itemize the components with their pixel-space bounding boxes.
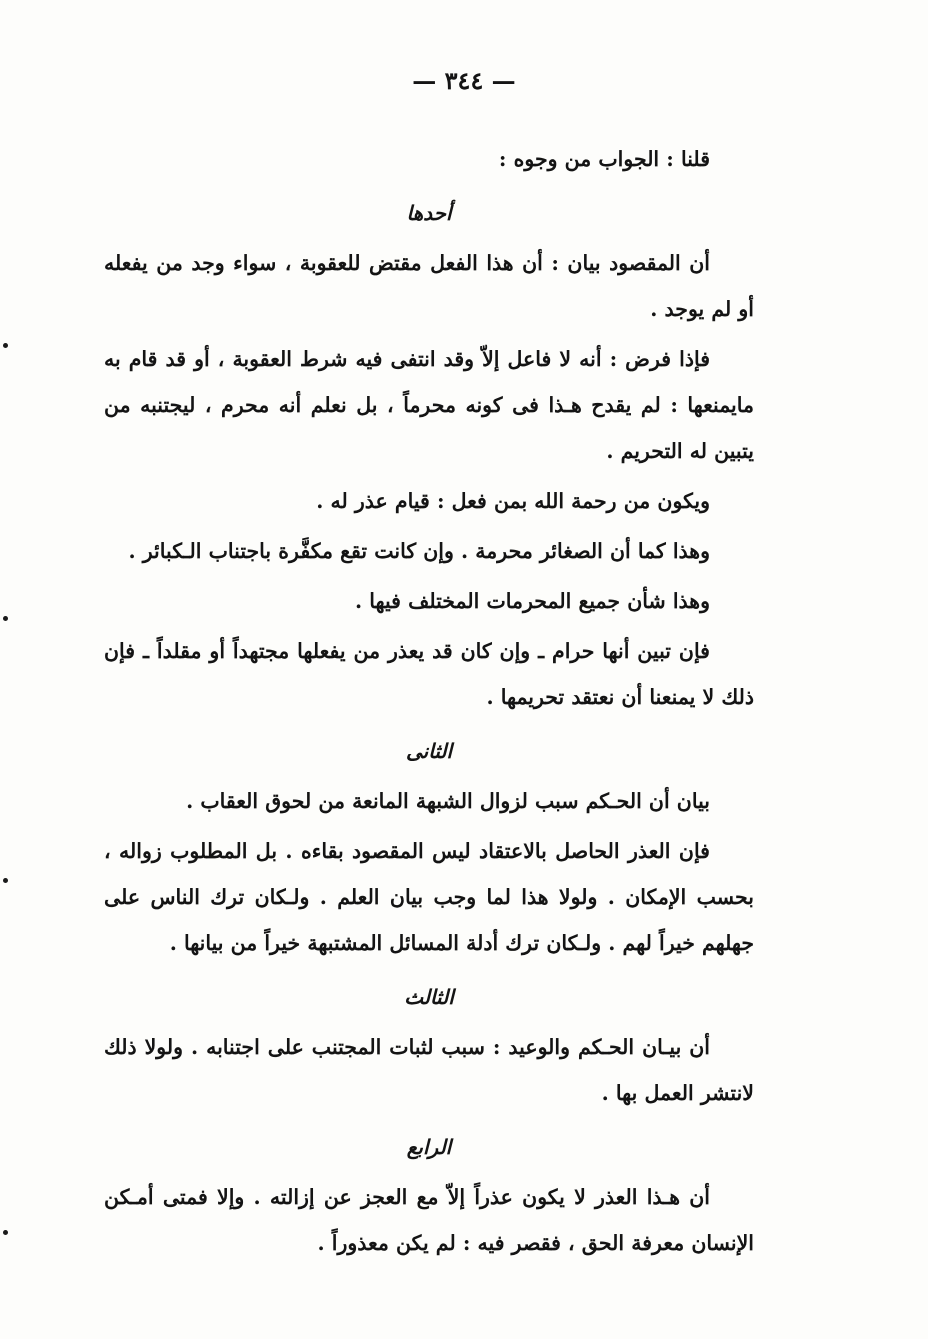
section-heading: الثانى xyxy=(405,739,452,763)
paragraph: أن هـذا العذر لا يكون عذراً إلاّ مع العجز عن إزالته . وإلا فمتى أمـكن الإنسان معرفة الحق ، فقصر فيه : لم يكن معذوراً . xyxy=(104,1185,754,1255)
paragraph: بيان أن الحـكم سبب لزوال الشبهة المانعة من لحوق العقاب . xyxy=(186,789,710,813)
scan-speck xyxy=(3,878,8,883)
section-heading: الرابع xyxy=(406,1135,452,1159)
paragraph: وهذا شأن جميع المحرمات المختلف فيها . xyxy=(355,589,710,613)
section-heading: الثالث xyxy=(404,985,454,1009)
section-heading: أحدها xyxy=(406,201,452,225)
paragraph: أن المقصود بيان : أن هذا الفعل مقتض للعقوبة ، سواء وجد من يفعله أو لم يوجد . xyxy=(104,251,754,321)
scan-speck xyxy=(3,1230,8,1235)
paragraph: أن بيـان الحـكم والوعيد : سبب لثبات المجتنب على اجتنابه . ولولا ذلك لانتشر العمل بها . xyxy=(104,1035,754,1105)
scan-speck xyxy=(3,343,8,348)
scan-speck xyxy=(3,616,8,621)
paragraph: فإذا فرض : أنه لا فاعل إلاّ وقد انتفى فيه شرط العقوبة ، أو قد قام به مايمنعها : لم يقدح هـذا فى كونه محرماً ، بل نعلم أنه محرم ، ليجتنبه من يتبين له التحريم . xyxy=(104,347,754,463)
paragraph: فإن العذر الحاصل بالاعتقاد ليس المقصود بقاءه . بل المطلوب زواله ، بحسب الإمكان . ولولا هذا لما وجب بيان العلم . ولـكان ترك الناس على جهلهم خيراً لهم . ولـكان ترك أدلة المسائل المشتبهة خيراً من بيانها . xyxy=(104,839,754,955)
body-text xyxy=(104,136,754,1270)
paragraph: وهذا كما أن الصغائر محرمة . وإن كانت تقع مكفَّرة باجتناب الـكبائر . xyxy=(128,539,710,563)
paragraph: ويكون من رحمة الله بمن فعل : قيام عذر له . xyxy=(316,489,710,513)
page-number: — ٣٤٤ — xyxy=(412,66,516,95)
paragraph: فإن تبين أنها حرام ـ وإن كان قد يعذر من يفعلها مجتهداً أو مقلداً ـ فإن ذلك لا يمنعنا أن نعتقد تحريمها . xyxy=(104,639,754,709)
paragraph: قلنا : الجواب من وجوه : xyxy=(498,147,710,171)
